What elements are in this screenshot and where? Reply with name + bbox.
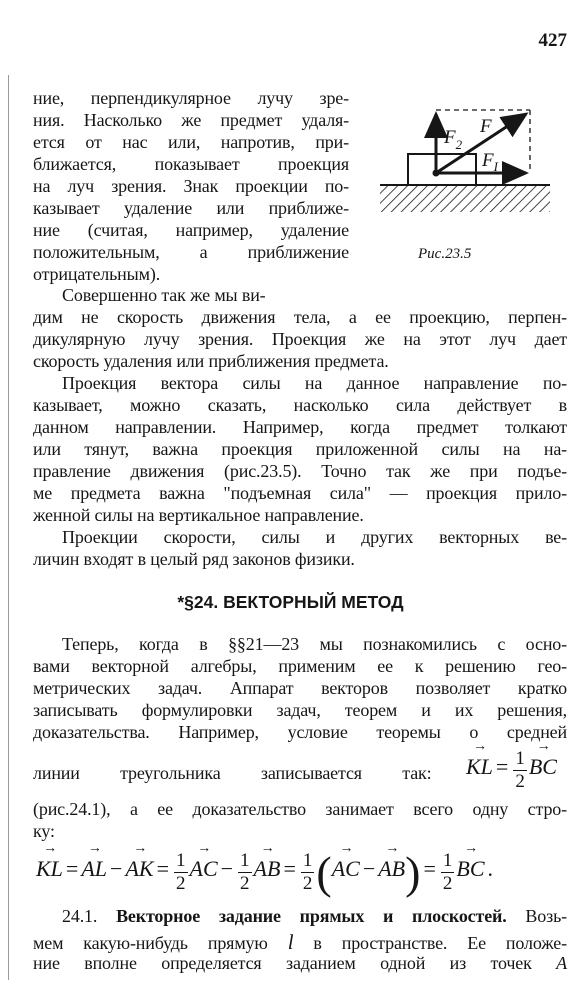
fraction-one-half: $\frac{1}{2}$ — [240, 850, 250, 894]
vector-kl: → KL — [466, 754, 493, 780]
vector-ak: → AK — [125, 856, 153, 882]
vector-ac: → AC — [332, 856, 360, 882]
figure-caption: Рис.23.5 — [418, 246, 472, 262]
text-line: (рис.24.1), а ее доказательство занимает всего одну стро- — [33, 799, 567, 819]
text-line: метрических задач. Аппарат векторов позволяет кратко — [33, 678, 567, 698]
application-point — [433, 170, 440, 177]
text-line: правление движения (рис.23.5). Точно так же при подъе- — [33, 461, 567, 481]
text-line: доказательства. Например, условие теоремы о средней — [33, 722, 567, 742]
variable-a: A — [556, 953, 567, 973]
equals-sign: = — [495, 754, 509, 780]
text-line: ку: — [33, 821, 55, 841]
text-line: ближается, показывает проекция — [33, 154, 349, 174]
text-line: положительным, а приближение — [33, 242, 349, 262]
text-line: вами векторной алгебры, применим ее к решению гео- — [33, 656, 567, 676]
label-f2: $F_2$ — [444, 127, 463, 152]
left-paren: ( — [316, 847, 332, 898]
vector-ac: → AC — [190, 856, 218, 882]
text-line: Теперь, когда в §§21—23 мы познакомились с осно- — [62, 634, 567, 654]
text-line: на луч зрения. Знак проекции по- — [33, 176, 349, 196]
vector-bc: → BC — [456, 856, 484, 882]
text-line: Проекция вектора силы на данное направление по- — [62, 373, 567, 393]
fraction-one-half: $\frac{1}{2}$ — [176, 850, 186, 894]
text-line: Совершенно так же мы ви- — [62, 285, 266, 305]
page-edge-line — [8, 75, 9, 980]
text-line: 24.1. Векторное задание прямых и плоскостей. Возь- — [62, 906, 567, 926]
ground-hatch — [380, 185, 550, 212]
text-line: ется от нас или, напротив, при- — [33, 132, 349, 152]
variable-l: l — [287, 930, 294, 954]
text-line: ние вполне определяется заданием одной из точек A — [33, 953, 567, 973]
vector-al: → AL — [81, 856, 107, 882]
subsection-title: Векторное задание прямых и плоскостей. — [116, 906, 507, 926]
vector-bc: → BC — [529, 754, 557, 780]
text-line: или тянут, важна проекция приложенной силы на на- — [33, 439, 567, 459]
text-line: женной силы на вертикальное направление. — [33, 505, 364, 525]
label-f: F — [480, 116, 492, 137]
text-line: Проекции скорости, силы и других векторных ве- — [62, 527, 567, 547]
text-line: дим не скорость движения тела, а ее проекцию, перпен- — [33, 307, 567, 327]
text-line: скорость удаления или приближения предмета. — [33, 351, 389, 371]
vector-ab: → AB — [378, 856, 405, 882]
force-diagram-figure — [368, 96, 552, 236]
text-line: ние, перпендикулярное лучу зре- — [33, 88, 349, 108]
fraction-one-half: $\frac{1}{2}$ — [442, 850, 453, 894]
text-line: ния. Насколько же предмет удаля- — [33, 110, 349, 130]
text-line: дикулярную лучу зрения. Проекция же на этот луч дает — [33, 329, 567, 349]
section-heading: *§24. ВЕКТОРНЫЙ МЕТОД — [177, 592, 404, 612]
right-paren: ) — [405, 847, 421, 898]
text-line: ние (считая, например, удаление — [33, 220, 349, 240]
subsection-number: 24.1. — [62, 906, 98, 926]
text-line: казывает удаление или приближе- — [33, 198, 349, 218]
text-line: ме предмета важна "подъемная сила" — проекция прило- — [33, 483, 567, 503]
text-line: личин входят в целый ряд законов физики. — [33, 549, 355, 569]
text-line: казывает, можно сказать, насколько сила действует в — [33, 395, 567, 415]
display-formula: → KL =→ AL −→ AK = $\frac{1}{2}$ → AC − $\frac{1}{2}$ → AB = $\frac{1}{2}$ (→ AC −→ AB) = $\frac{1}{2}$ → BC . — [36, 846, 496, 899]
label-f1: $F_I$ — [482, 150, 498, 174]
fraction-one-half: $\frac{1}{2}$ — [302, 850, 313, 894]
fraction-one-half: $\frac{1}{2}$ — [515, 748, 525, 792]
text-line: записывать формулировки задач, теорем и их решения, — [33, 700, 567, 720]
text-line: линии треугольника записывается так: — [33, 763, 432, 783]
page-number: 427 — [538, 30, 567, 51]
inline-formula — [466, 748, 557, 793]
text-line: данном направлении. Например, когда предмет толкают — [33, 417, 567, 437]
text-line: отрицательным). — [33, 264, 161, 284]
text-line: мем какую-нибудь прямую l в пространстве. Ее положе- — [33, 930, 567, 954]
vector-kl: → KL — [36, 856, 63, 882]
vector-ab: → AB — [254, 856, 281, 882]
